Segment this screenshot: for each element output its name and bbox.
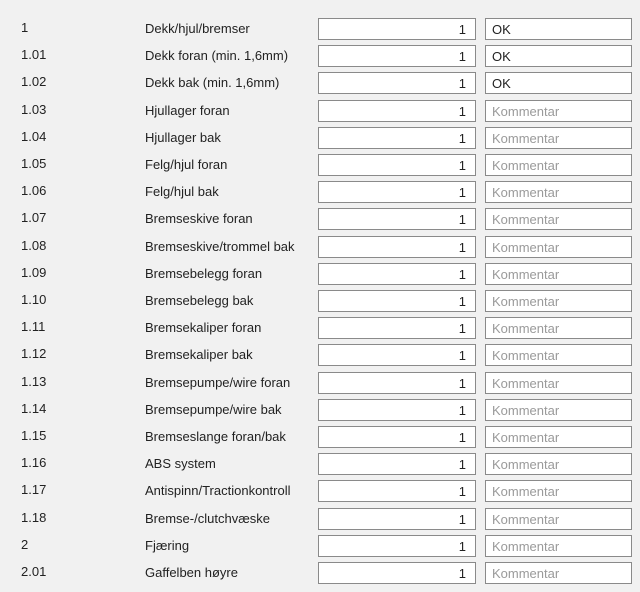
row-number: 1.12 (21, 346, 47, 361)
table-row (0, 453, 640, 475)
row-number: 1.18 (21, 510, 47, 525)
score-input[interactable] (318, 562, 476, 584)
row-number: 1.07 (21, 210, 47, 225)
comment-input[interactable] (485, 399, 632, 421)
row-label: Bremseslange foran/bak (145, 429, 286, 444)
table-row (0, 181, 640, 203)
score-input[interactable] (318, 236, 476, 258)
score-input[interactable] (318, 317, 476, 339)
row-number: 1.17 (21, 482, 47, 497)
comment-input[interactable] (485, 508, 632, 530)
table-row (0, 18, 640, 40)
comment-input[interactable] (485, 72, 632, 94)
row-label: ABS system (145, 456, 216, 471)
row-label: Bremseskive/trommel bak (145, 239, 295, 254)
row-label: Bremsekaliper bak (145, 347, 253, 362)
comment-input[interactable] (485, 45, 632, 67)
row-number: 1.02 (21, 74, 47, 89)
row-number: 1.15 (21, 428, 47, 443)
table-row (0, 290, 640, 312)
comment-input[interactable] (485, 344, 632, 366)
row-label: Dekk foran (min. 1,6mm) (145, 48, 289, 63)
score-input[interactable] (318, 399, 476, 421)
row-label: Bremse-/clutchvæske (145, 511, 270, 526)
score-input[interactable] (318, 72, 476, 94)
score-input[interactable] (318, 535, 476, 557)
comment-input[interactable] (485, 317, 632, 339)
row-number: 2 (21, 537, 29, 552)
row-number: 1.16 (21, 455, 47, 470)
table-row (0, 372, 640, 394)
score-input[interactable] (318, 480, 476, 502)
row-number: 1.01 (21, 47, 47, 62)
score-input[interactable] (318, 372, 476, 394)
score-input[interactable] (318, 263, 476, 285)
comment-input[interactable] (485, 290, 632, 312)
comment-input[interactable] (485, 263, 632, 285)
table-row (0, 208, 640, 230)
row-label: Hjullager bak (145, 130, 221, 145)
row-label: Fjæring (145, 538, 190, 553)
row-label: Felg/hjul foran (145, 157, 228, 172)
table-row (0, 236, 640, 258)
row-label: Felg/hjul bak (145, 184, 219, 199)
table-row (0, 344, 640, 366)
table-row (0, 72, 640, 94)
score-input[interactable] (318, 181, 476, 203)
row-label: Bremsebelegg foran (145, 266, 263, 281)
table-row (0, 45, 640, 67)
row-label: Hjullager foran (145, 103, 230, 118)
table-row (0, 562, 640, 584)
comment-input[interactable] (485, 100, 632, 122)
comment-input[interactable] (485, 372, 632, 394)
comment-input[interactable] (485, 535, 632, 557)
table-row (0, 426, 640, 448)
row-number: 1.10 (21, 292, 47, 307)
table-row (0, 535, 640, 557)
comment-input[interactable] (485, 236, 632, 258)
score-input[interactable] (318, 344, 476, 366)
comment-input[interactable] (485, 208, 632, 230)
row-number: 1.05 (21, 156, 47, 171)
row-label: Dekk/hjul/bremser (145, 21, 250, 36)
comment-input[interactable] (485, 18, 632, 40)
score-input[interactable] (318, 426, 476, 448)
row-number: 1 (21, 20, 29, 35)
table-row (0, 154, 640, 176)
row-label: Dekk bak (min. 1,6mm) (145, 75, 280, 90)
row-number: 1.04 (21, 129, 47, 144)
score-input[interactable] (318, 18, 476, 40)
row-label: Gaffelben høyre (145, 565, 238, 580)
row-label: Bremsepumpe/wire bak (145, 402, 282, 417)
comment-input[interactable] (485, 127, 632, 149)
row-label: Bremseskive foran (145, 211, 253, 226)
table-row (0, 480, 640, 502)
table-row (0, 263, 640, 285)
table-row (0, 508, 640, 530)
row-number: 1.03 (21, 102, 47, 117)
table-row (0, 399, 640, 421)
comment-input[interactable] (485, 181, 632, 203)
score-input[interactable] (318, 453, 476, 475)
score-input[interactable] (318, 154, 476, 176)
comment-input[interactable] (485, 453, 632, 475)
row-label: Bremsekaliper foran (145, 320, 262, 335)
table-row (0, 127, 640, 149)
row-label: Bremsepumpe/wire foran (145, 375, 291, 390)
row-number: 1.08 (21, 238, 47, 253)
comment-input[interactable] (485, 562, 632, 584)
score-input[interactable] (318, 45, 476, 67)
row-number: 1.14 (21, 401, 47, 416)
score-input[interactable] (318, 127, 476, 149)
score-input[interactable] (318, 508, 476, 530)
row-number: 1.09 (21, 265, 47, 280)
row-label: Antispinn/Tractionkontroll (145, 483, 291, 498)
row-label: Bremsebelegg bak (145, 293, 254, 308)
comment-input[interactable] (485, 480, 632, 502)
row-number: 1.13 (21, 374, 47, 389)
comment-input[interactable] (485, 426, 632, 448)
score-input[interactable] (318, 100, 476, 122)
row-number: 1.11 (21, 319, 46, 334)
score-input[interactable] (318, 208, 476, 230)
comment-input[interactable] (485, 154, 632, 176)
row-number: 2.01 (21, 564, 47, 579)
score-input[interactable] (318, 290, 476, 312)
table-row (0, 100, 640, 122)
row-number: 1.06 (21, 183, 47, 198)
table-row (0, 317, 640, 339)
